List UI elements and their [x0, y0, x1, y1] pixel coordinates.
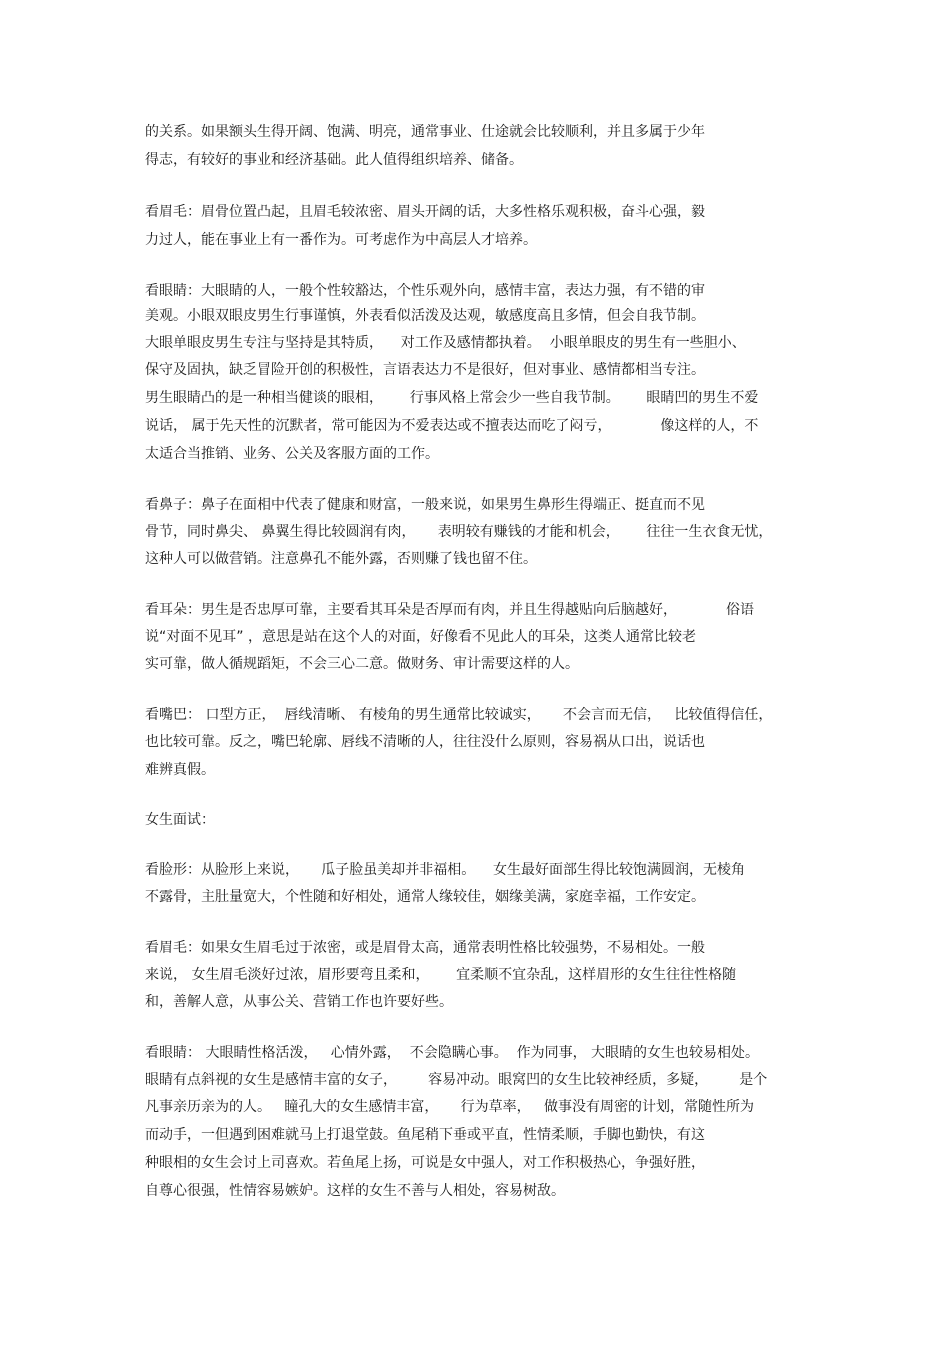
text-line: 看耳朵：男生是否忠厚可靠，主要看其耳朵是否厚而有肉，并且生得越贴向后脑越好， 俗语	[145, 602, 754, 618]
text-line: 眼睛有点斜视的女生是感情丰富的女子， 容易冲动。眼窝凹的女生比较神经质，多疑， 是个	[145, 1072, 768, 1088]
text-line: 和，善解人意，从事公关、营销工作也许要好些。	[145, 994, 453, 1010]
text-line: 来说， 女生眉毛淡好过浓，眉形要弯且柔和， 宜柔顺不宜杂乱，这样眉形的女生往往性格随	[145, 967, 737, 983]
text-line: 看眉毛：如果女生眉毛过于浓密，或是眉骨太高，通常表明性格比较强势，不易相处。一般	[145, 940, 705, 956]
text-line: 看嘴巴： 口型方正， 唇线清晰、 有棱角的男生通常比较诚实， 不会言而无信， 比较值得信任，	[145, 707, 773, 723]
text-line: 美观。小眼双眼皮男生行事谨慎，外表看似活泼及达观，敏感度高且多情，但会自我节制。	[145, 308, 705, 324]
text-line: 而动手，一但遇到困难就马上打退堂鼓。鱼尾稍下垂或平直，性情柔顺，手脚也勤快，有这	[145, 1127, 705, 1143]
text-line: 说话， 属于先天性的沉默者，常可能因为不爱表达或不擅表达而吃了闷亏， 像这样的人，不	[145, 418, 759, 434]
text-line: 也比较可靠。反之，嘴巴轮廓、唇线不清晰的人，往往没什么原则，容易祸从口出，说话也	[145, 734, 705, 750]
text-line: 难辨真假。	[145, 762, 215, 778]
text-line: 种眼相的女生会讨上司喜欢。若鱼尾上扬，可说是女中强人，对工作积极热心，争强好胜，	[145, 1155, 705, 1171]
text-line: 太适合当推销、业务、公关及客服方面的工作。	[145, 446, 439, 462]
text-line: 实可靠，做人循规蹈矩，不会三心二意。做财务、审计需要这样的人。	[145, 656, 579, 672]
text-line: 的关系。如果额头生得开阔、饱满、明亮，通常事业、仕途就会比较顺利，并且多属于少年	[145, 124, 705, 140]
text-line: 男生眼睛凸的是一种相当健谈的眼相， 行事风格上常会少一些自我节制。 眼睛凹的男生不爱	[145, 390, 759, 406]
text-line: 看眼睛：大眼睛的人，一般个性较豁达，个性乐观外向，感情丰富，表达力强，有不错的审	[145, 283, 705, 299]
text-line: 说“对面不见耳” ，意思是站在这个人的对面，好像看不见此人的耳朵，这类人通常比较老	[145, 629, 696, 645]
text-line: 保守及固执，缺乏冒险开创的积极性，言语表达力不是很好，但对事业、感情都相当专注。	[145, 362, 705, 378]
text-line: 不露骨，主肚量宽大，个性随和好相处，通常人缘较佳，姻缘美满，家庭幸福，工作安定。	[145, 889, 705, 905]
text-line: 大眼单眼皮男生专注与坚持是其特质， 对工作及感情都执着。 小眼单眼皮的男生有一些胆小、	[145, 335, 746, 351]
text-line: 得志，有较好的事业和经济基础。此人值得组织培养、储备。	[145, 152, 523, 168]
text-line: 这种人可以做营销。注意鼻孔不能外露，否则赚了钱也留不住。	[145, 551, 537, 567]
text-line: 力过人，能在事业上有一番作为。可考虑作为中高层人才培养。	[145, 232, 537, 248]
text-line: 骨节，同时鼻尖、 鼻翼生得比较圆润有肉， 表明较有赚钱的才能和机会， 往往一生衣食无忧，	[145, 524, 773, 540]
text-line: 自尊心很强，性情容易嫉妒。这样的女生不善与人相处，容易树敌。	[145, 1183, 565, 1199]
text-line: 看眉毛：眉骨位置凸起，且眉毛较浓密、眉头开阔的话，大多性格乐观积极，奋斗心强，毅	[145, 204, 705, 220]
text-line: 看脸形：从脸形上来说， 瓜子脸虽美却并非福相。 女生最好面部生得比较饱满圆润，无棱角	[145, 862, 746, 878]
text-line: 看鼻子：鼻子在面相中代表了健康和财富，一般来说，如果男生鼻形生得端正、挺直而不见	[145, 497, 705, 513]
section-heading: 女生面试：	[145, 812, 215, 828]
text-line: 凡事亲历亲为的人。 瞳孔大的女生感情丰富， 行为草率， 做事没有周密的计划，常随性所为	[145, 1099, 754, 1115]
text-line: 看眼睛： 大眼睛性格活泼， 心情外露， 不会隐瞒心事。 作为同事， 大眼睛的女生也较易相处。	[145, 1045, 760, 1061]
